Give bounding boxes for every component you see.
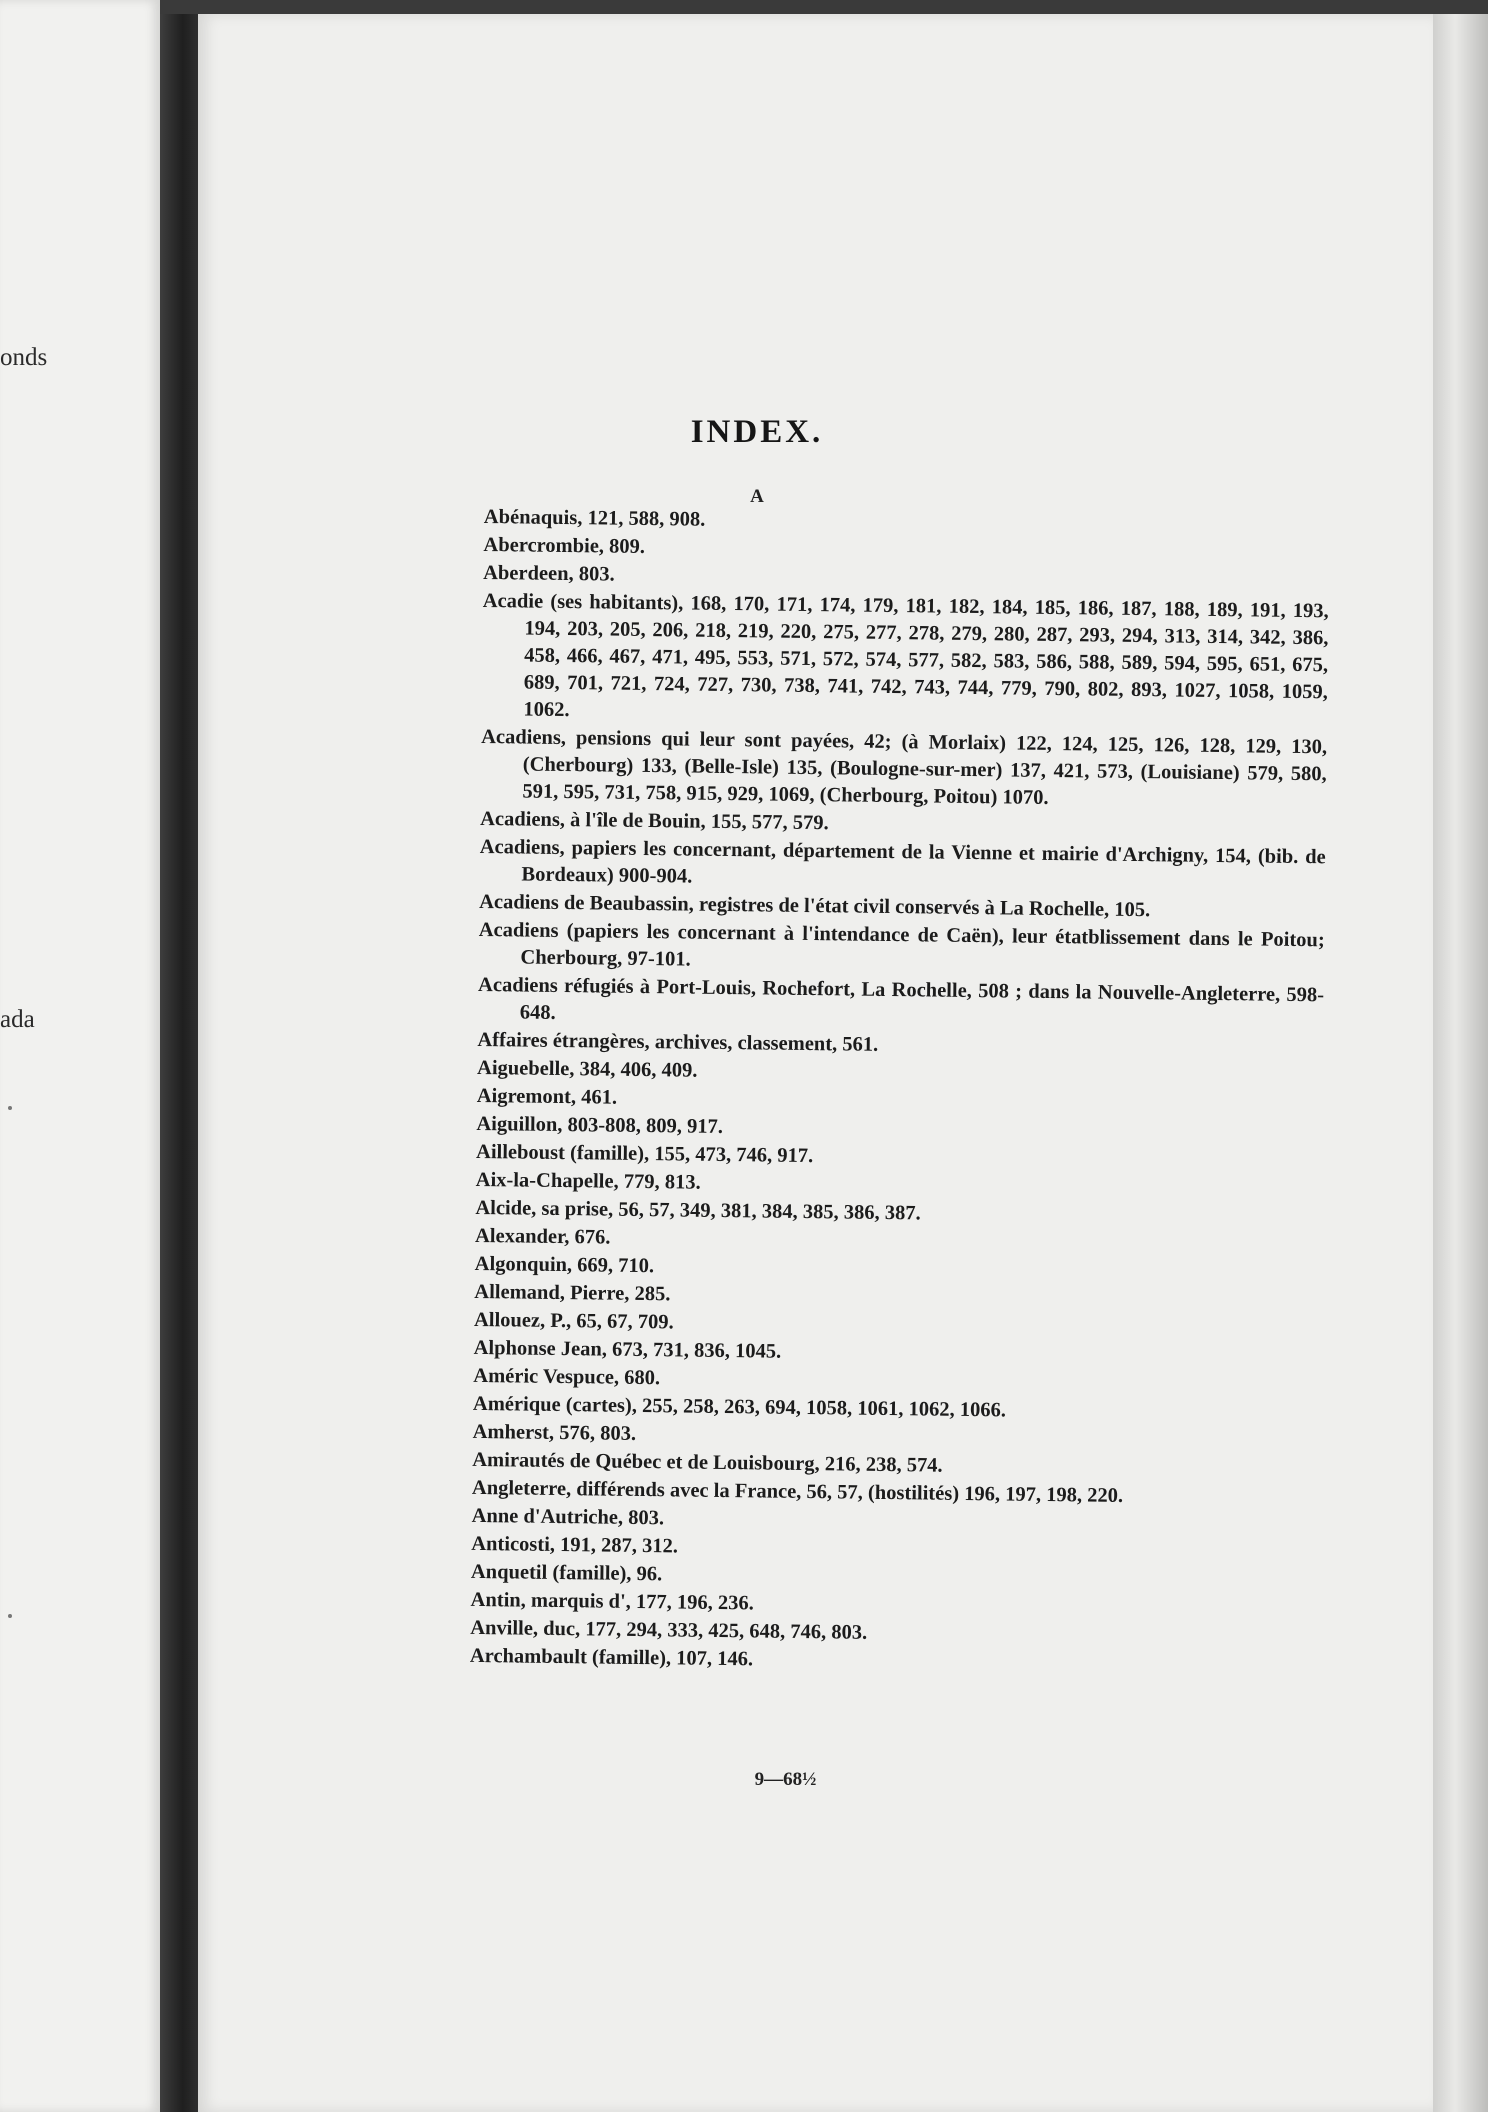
index-entry: Acadiens, papiers les concernant, département de la Vienne et mairie d'Archigny, 154, (bib. de Bordeaux) 900-904. (479, 835, 1326, 888)
index-entry: Ailleboust (famille), 155, 473, 746, 917. (475, 1140, 814, 1168)
index-entry: Acadiens, à l'île de Bouin, 155, 577, 579. (480, 807, 829, 835)
index-entry: Alcide, sa prise, 56, 57, 349, 381, 384, 385, 386, 387. (475, 1196, 921, 1225)
index-entry: Angleterre, différends avec la France, 56, 57, (hostilités) 196, 197, 198, 220. (471, 1476, 1124, 1507)
index-entry: Allemand, Pierre, 285. (474, 1280, 671, 1306)
index-entry: Acadiens de Beaubassin, registres de l'état civil conservés à La Rochelle, 105. (479, 890, 1151, 922)
section-letter: A (750, 486, 764, 507)
index-entry: Amherst, 576, 803. (472, 1420, 637, 1445)
index-entry: Alphonse Jean, 673, 731, 836, 1045. (473, 1336, 782, 1363)
facing-page-fragment: onds (0, 344, 48, 371)
index-entry: Algonquin, 669, 710. (474, 1252, 655, 1278)
index-entry: Allouez, P., 65, 67, 709. (473, 1308, 674, 1334)
index-entry: Anticosti, 191, 287, 312. (471, 1532, 679, 1558)
index-entry: Anville, duc, 177, 294, 333, 425, 648, 746, 803. (470, 1616, 868, 1644)
book-gutter (160, 0, 198, 2112)
index-entry: Acadie (ses habitants), 168, 170, 171, 174, 179, 181, 182, 184, 185, 186, 187, 188, 189, 191, 193, 194, 203, 205, 206, 218, 219, 220, 275, 277, 278, 279, 280, 287, 293, 294, 313, 314, 342, 386, 458, 466, 467, 471, 495, 553, 571, 572, 574, 577, 582, 583, 586, 588, 589, 594, 595, 651, 675, 689, 701, 721, 724, 727, 730, 738, 741, 742, 743, 744, 779, 790, 802, 893, 1027, 1058, 1059, 1062. (482, 589, 1329, 722)
index-entry: Aix-la-Chapelle, 779, 813. (475, 1168, 701, 1194)
index-entry: Amérique (cartes), 255, 258, 263, 694, 1058, 1061, 1062, 1066. (472, 1392, 1007, 1422)
index-page (198, 14, 1433, 2112)
page-stack-edge (1433, 14, 1488, 2112)
index-entry: Abercrombie, 809. (483, 533, 646, 558)
facing-page (0, 0, 160, 2112)
ink-speck (8, 1614, 12, 1618)
index-entry: Affaires étrangères, archives, classement, 561. (477, 1028, 879, 1056)
scan-top-edge (160, 0, 1488, 14)
index-entry: Aberdeen, 803. (483, 561, 615, 586)
index-entry: Acadiens réfugiés à Port-Louis, Rochefort, La Rochelle, 508 ; dans la Nouvelle-Angleterre, 598-648. (477, 973, 1325, 1024)
index-entry: Améric Vespuce, 680. (473, 1364, 661, 1390)
index-entry: Acadiens, pensions qui leur sont payées, 42; (à Morlaix) 122, 124, 125, 126, 128, 129, 130, (Cherbourg) 133, (Belle-Isle) 135, (Boulogne-sur-mer) 137, 421, 573, (Louisiane) 579, 580, 591, 595, 731, 758, 915, 929, 1069, (Cherbourg, Poitou) 1070. (481, 725, 1328, 809)
index-entry: Aigremont, 461. (476, 1084, 618, 1109)
index-entry: Antin, marquis d', 177, 196, 236. (470, 1588, 754, 1615)
index-entries (470, 504, 1330, 1681)
ink-speck (8, 1106, 12, 1110)
index-entry: Aiguebelle, 384, 406, 409. (476, 1056, 698, 1082)
index-entry: Alexander, 676. (474, 1224, 611, 1249)
index-entry: Archambault (famille), 107, 146. (469, 1644, 754, 1671)
page-signature: 9—68½ (754, 1769, 817, 1790)
index-entry: Acadiens (papiers les concernant à l'intendance de Caën), leur étatblissement dans le Poitou; Cherbourg, 97-101. (478, 918, 1325, 971)
index-entry: Abénaquis, 121, 588, 908. (483, 505, 706, 531)
index-entry: Anquetil (famille), 96. (470, 1560, 663, 1586)
index-entry: Anne d'Autriche, 803. (471, 1504, 665, 1530)
index-entry: Aiguillon, 803-808, 809, 917. (476, 1112, 724, 1138)
facing-page-fragment: ada (0, 1006, 35, 1033)
index-entry: Amirautés de Québec et de Louisbourg, 216, 238, 574. (472, 1448, 943, 1477)
page-title: INDEX. (690, 414, 824, 450)
